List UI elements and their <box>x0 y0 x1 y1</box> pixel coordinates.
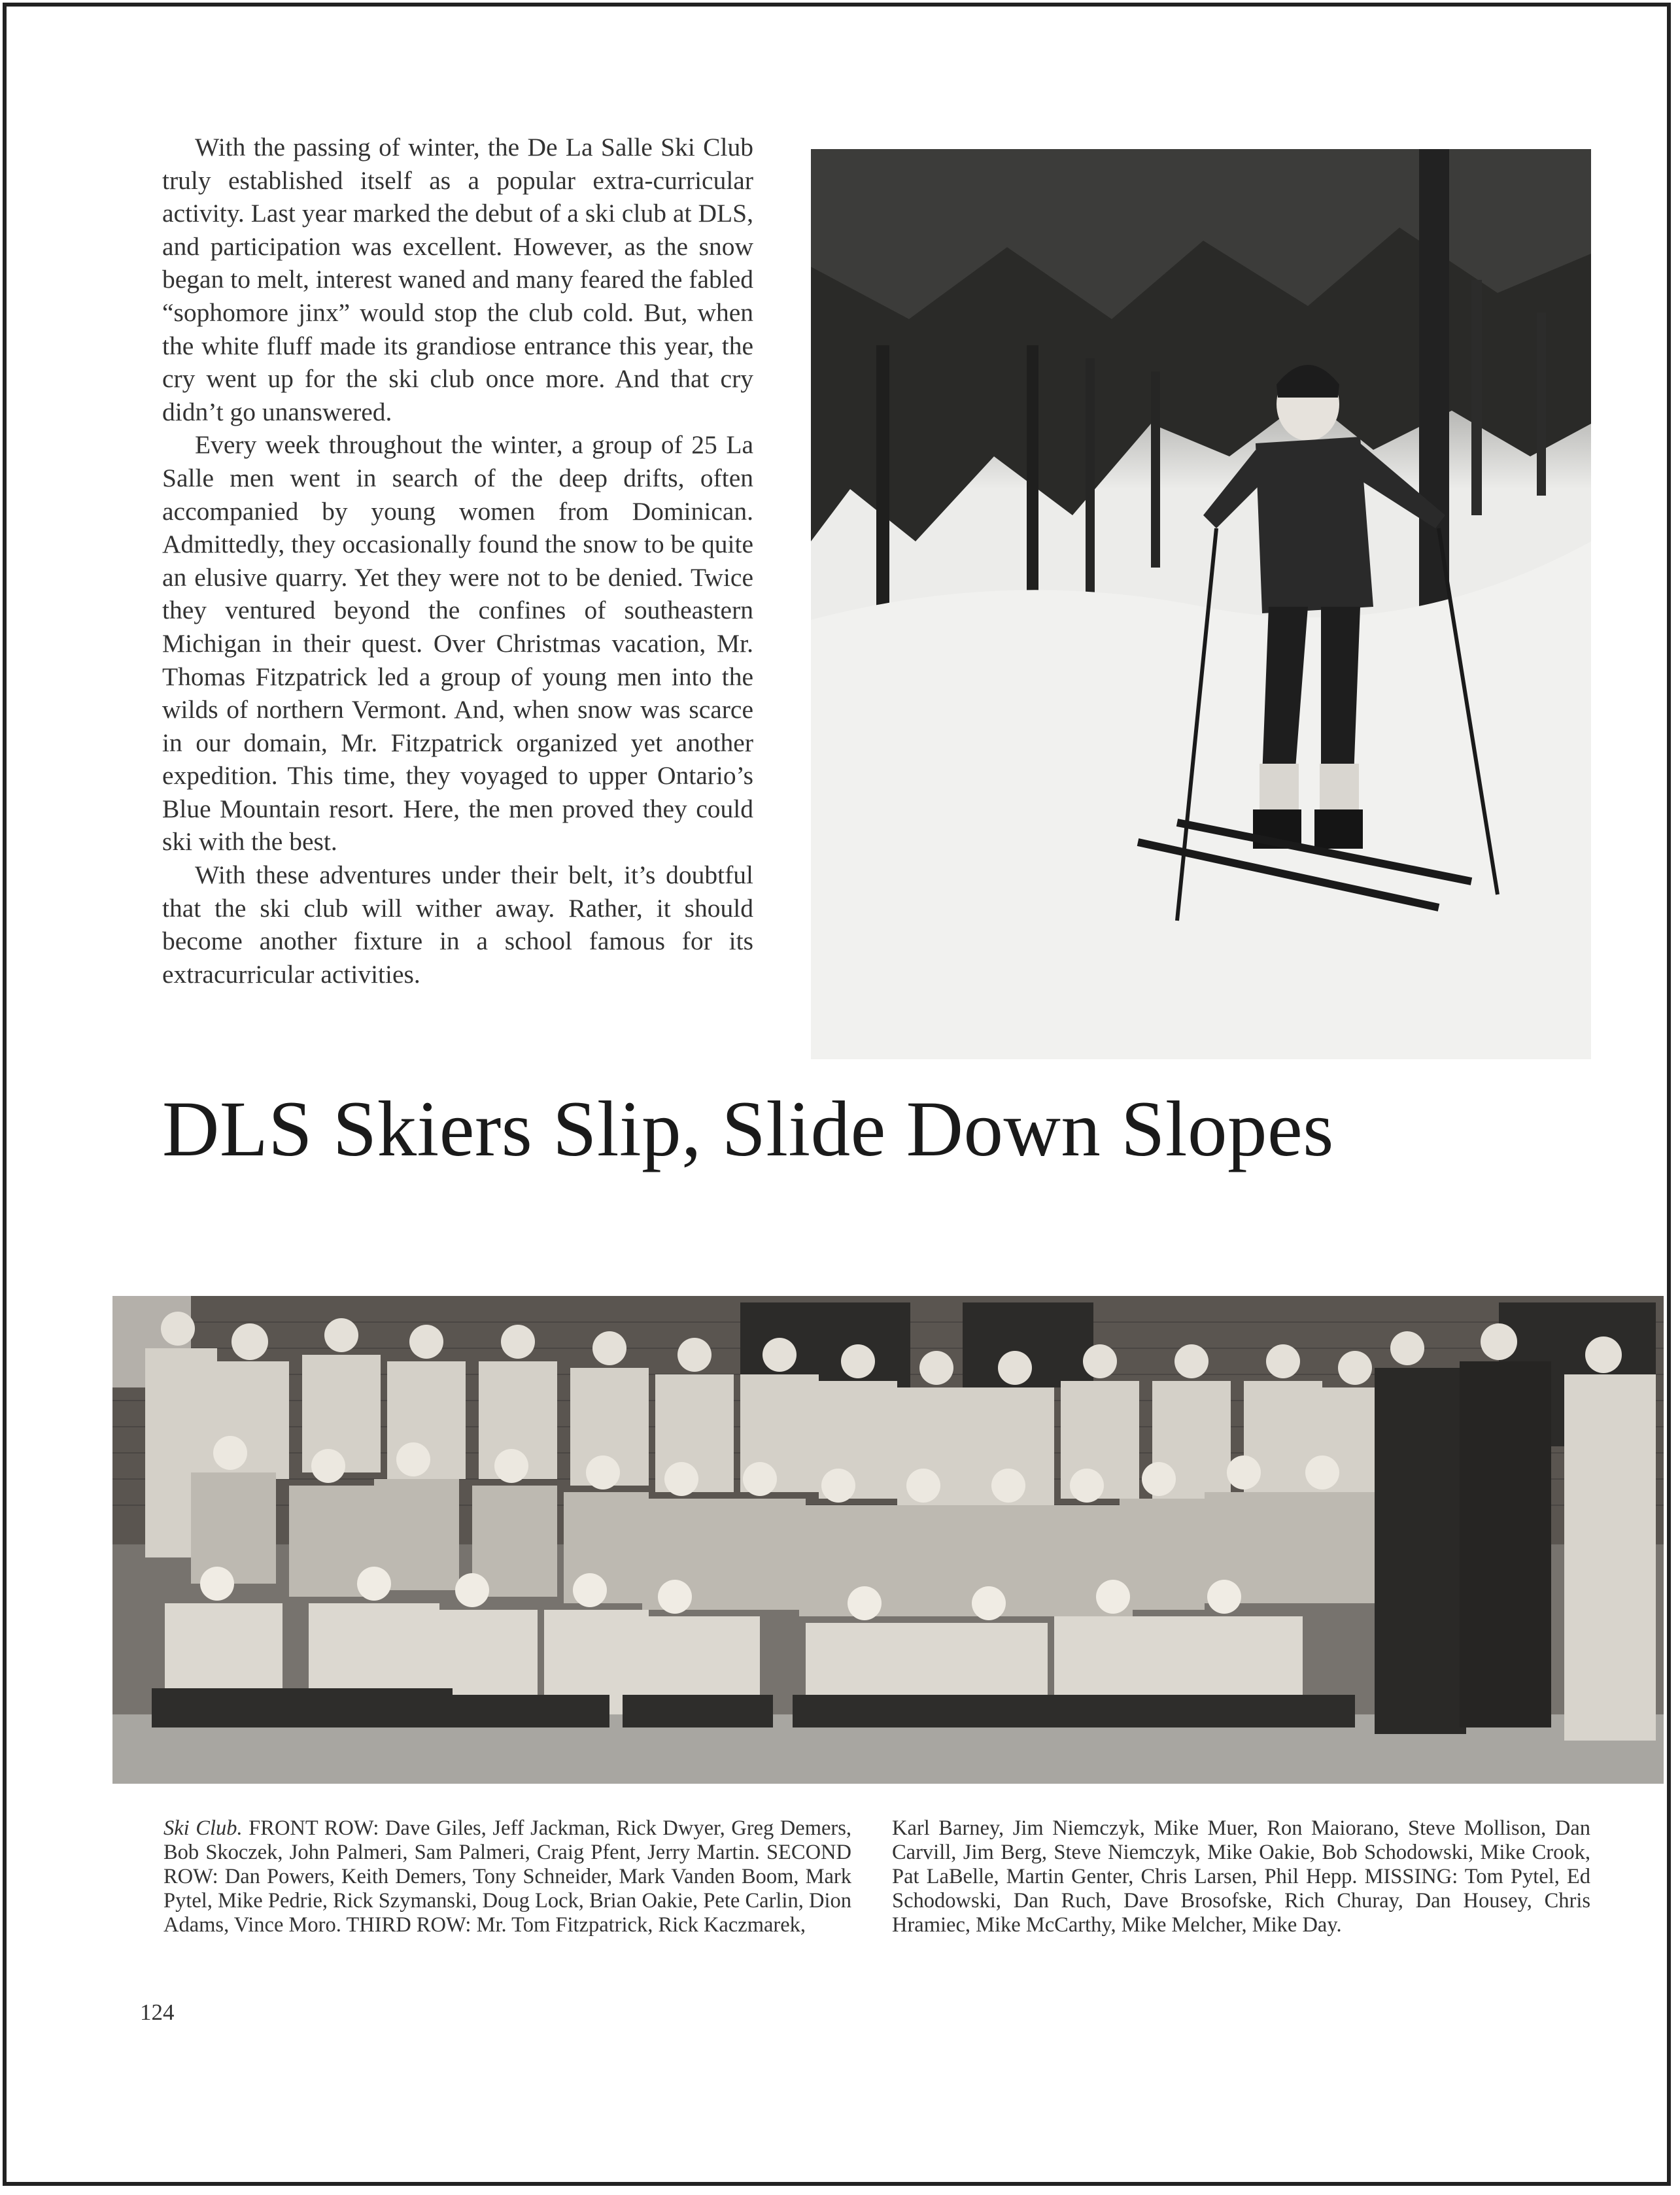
photo-caption-right: Karl Barney, Jim Niemczyk, Mike Muer, Ron Maiorano, Steve Mollison, Dan Carvill, Jim Berg, Steve Niemczyk, Mike Oakie, Bob Schodowski, Mike Crook, Pat LaBelle, Martin Genter, Chris Larsen, Phil Hepp. MISSING: Tom Pytel, Ed Schodowski, Dan Ruch, Dave Brosofske, Rich Churay, Dan Housey, Chris Hramiec, Mike McCarthy, Mike Melcher, Mike Day. <box>892 1816 1590 1937</box>
page-title: DLS Skiers Slip, Slide Down Slopes <box>162 1085 1334 1173</box>
skier-photo <box>811 149 1591 1059</box>
article-paragraph: Every week throughout the winter, a group of 25 La Salle men went in search of the deep drifts, often accompanied by young women from Dominican. Admittedly, they occasionally found the snow to be quite an elusive quarry. Yet they were not to be denied. Twice they ventured beyond the confines of southeastern Michigan in their quest. Over Christmas vacation, Mr. Thomas Fitzpatrick led a group of young men into the wilds of northern Vermont. And, when snow was scarce in our domain, Mr. Fitzpatrick organized yet another expedition. This time, they voyaged to upper Ontario’s Blue Mountain resort. Here, the men proved they could ski with the best. <box>162 430 753 857</box>
caption-text: FRONT ROW: Dave Giles, Jeff Jackman, Rick Dwyer, Greg Demers, Bob Skoczek, John Palmeri, Sam Palmeri, Craig Pfent, Jerry Martin. SECOND ROW: Dan Powers, Keith Demers, Tony Schneider, Mark Vanden Boom, Mark Pytel, Mike Pedrie, Rick Szymanski, Doug Lock, Brian Oakie, Pete Carlin, Dion Adams, Vince Moro. THIRD ROW: Mr. Tom Fitzpatrick, Rick Kaczmarek, <box>163 1816 851 1937</box>
article-body <box>162 131 753 991</box>
article-paragraph: With these adventures under their belt, it’s doubtful that the ski club will wither away. Rather, it should become another fixture in a school famous for its extracurricular activities. <box>162 860 753 989</box>
article-paragraph: With the passing of winter, the De La Salle Ski Club truly established itself as a popular extra-curricular activity. Last year marked the debut of a ski club at DLS, and participation was excellent. However, as the snow began to melt, interest waned and many feared the fabled “sophomore jinx” would stop the club cold. But, when the white fluff made its grandiose entrance this year, the cry went up for the ski club once more. And that cry didn’t go unanswered. <box>162 133 753 426</box>
group-photo-image <box>112 1296 1664 1784</box>
caption-label: Ski Club. <box>163 1816 243 1840</box>
ski-club-group-photo <box>112 1296 1664 1784</box>
photo-caption-left <box>163 1816 851 1937</box>
skier-photo-image <box>811 149 1591 1059</box>
page-number: 124 <box>140 1999 175 2025</box>
